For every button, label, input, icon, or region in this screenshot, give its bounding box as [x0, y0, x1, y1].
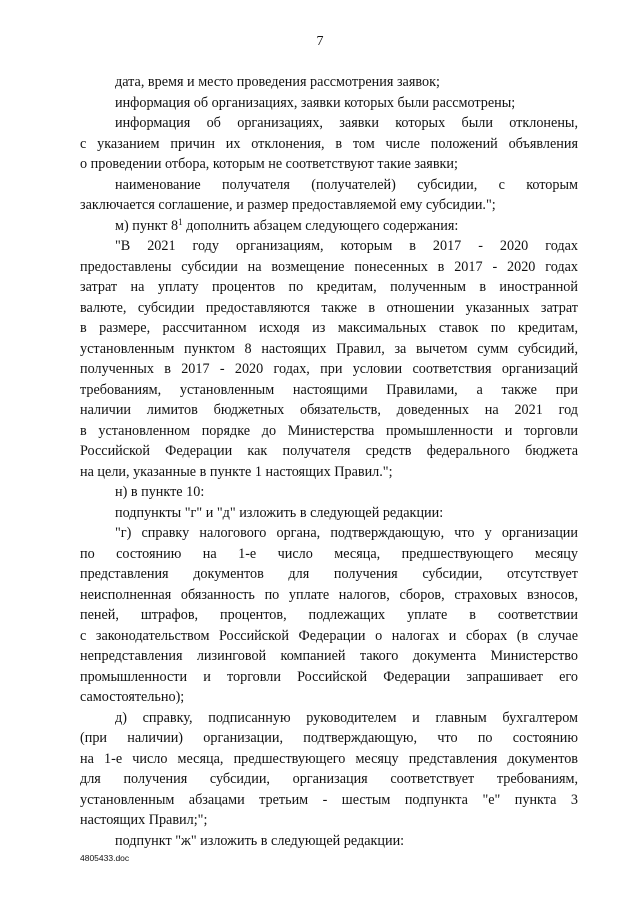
text-line: с законодательством Российской Федерации о налогах и сборах (в случае — [80, 627, 578, 644]
page-number: 7 — [316, 34, 324, 49]
text-line: с указанием причин их отклонения, в том числе положений объявления — [80, 135, 578, 152]
text-line: пеней, штрафов, процентов, подлежащих уплате в соответствии — [80, 607, 578, 623]
file-name-footer: 4805433.doc — [80, 853, 130, 863]
text-line: самостоятельно); — [80, 689, 185, 705]
text-line: дата, время и место проведения рассмотрения заявок; — [115, 74, 440, 90]
text-line: на 1-е число месяца, предшествующего месяцу представления документов — [80, 750, 578, 767]
text-line: непредставления лизинговой компанией такого документа Министерство — [80, 648, 578, 664]
text-line: наименование получателя (получателей) субсидии, с которым — [115, 176, 578, 193]
text-line: в установленном порядке до Министерства промышленности и торговли — [80, 422, 578, 439]
text-line: установленным пунктом 8 настоящих Правил, за вычетом сумм субсидий, — [80, 340, 578, 357]
text-line: для получения субсидии, организация соответствует требованиям, — [80, 771, 578, 787]
superscript: 1 — [178, 216, 183, 227]
text-segment: дополнить абзацем следующего содержания: — [182, 217, 459, 234]
text-line: "г) справку налогового органа, подтверждающую, что у организации — [115, 525, 578, 541]
text-line: затрат на уплату процентов по кредитам, полученным в иностранной — [80, 279, 578, 295]
text-line: о проведении отбора, которым не соответствуют такие заявки; — [80, 156, 458, 172]
text-line: установленным абзацами третьим - шестым подпункта "е" пункта 3 — [80, 791, 578, 808]
text-line: промышленности и торговли Российской Федерации запрашивает его — [80, 668, 578, 685]
text-line: неисполненная обязанность по уплате налогов, сборов, страховых взносов, — [80, 586, 578, 603]
text-line: "В 2021 году организациям, которым в 2017 - 2020 годах — [115, 238, 578, 254]
text-line: заключается соглашение, и размер предоставляемой ему субсидии."; — [80, 197, 496, 213]
text-line: на цели, указанные в пункте 1 настоящих Правил."; — [80, 463, 393, 480]
document-body — [80, 72, 578, 851]
text-line — [80, 216, 578, 237]
text-line: представления документов для получения субсидии, отсутствует — [80, 566, 578, 582]
text-line: д) справку, подписанную руководителем и главным бухгалтером — [115, 709, 578, 726]
text-line: подпункт "ж" изложить в следующей редакции: — [115, 832, 405, 849]
text-line: предоставлены субсидии на возмещение понесенных в 2017 - 2020 годах — [80, 258, 578, 275]
text-line: наличии лимитов бюджетных обязательств, доведенных на 2021 год — [80, 402, 578, 418]
text-segment: м) пункт 8 — [115, 217, 179, 234]
text-line: в размере, рассчитанном исходя из максимальных ставок по кредитам, — [80, 320, 578, 336]
text-line: по состоянию на 1-е число месяца, предшествующего месяцу — [80, 545, 578, 562]
text-line: н) в пункте 10: — [115, 484, 205, 500]
text-line: Российской Федерации как получателя средств федерального бюджета — [80, 443, 578, 459]
text-line: подпункты "г" и "д" изложить в следующей редакции: — [115, 504, 444, 521]
text-line: требованиям, установленным настоящими Правилами, а также при — [80, 381, 578, 398]
text-line: полученных в 2017 - 2020 годах, при условии соответствия организаций — [80, 361, 578, 377]
text-line: информация об организациях, заявки которых были отклонены, — [115, 115, 578, 131]
text-line: (при наличии) организации, подтверждающую, что по состоянию — [80, 730, 578, 746]
text-line: настоящих Правил;"; — [80, 812, 208, 828]
text-line: информация об организациях, заявки которых были рассмотрены; — [115, 94, 516, 111]
text-line: валюте, субсидии предоставляются также в отношении указанных затрат — [80, 299, 578, 316]
